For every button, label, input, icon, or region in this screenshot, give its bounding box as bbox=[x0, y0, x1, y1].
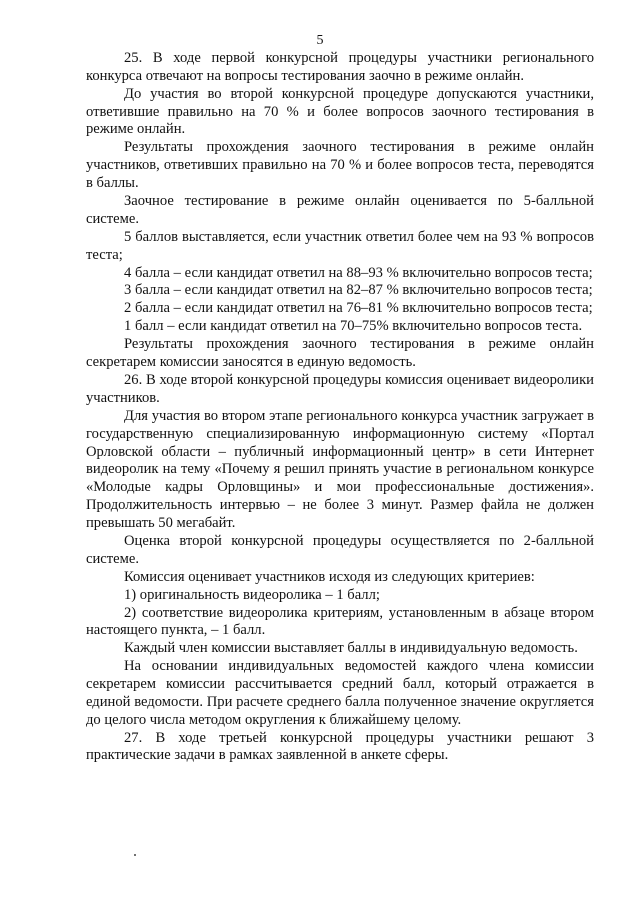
paragraph: 2 балла – если кандидат ответил на 76–81 % включительно вопросов теста; bbox=[124, 300, 593, 317]
paragraph: Результаты прохождения заочного тестирования в режиме онлайн участников, ответивших правильно на 70 % и более вопросов теста, переводятся в баллы. bbox=[86, 139, 594, 191]
paragraph: 3 балла – если кандидат ответил на 82–87 % включительно вопросов теста; bbox=[124, 282, 593, 299]
paragraph: Для участия во втором этапе регионального конкурса участник загружает в государственную специализированную информационную систему «Портал Орловской области – публичный информационный центр» в сети Интернет видеоролик на тему «Почему я решил принять участие в региональном конкурсе «Молодые кадры Орловщины» и мои профессиональные достижения». Продолжительность интервью – не более 3 минут. Размер файла не должен превышать 50 мегабайт. bbox=[86, 408, 594, 531]
paragraph: 1 балл – если кандидат ответил на 70–75% включительно вопросов теста. bbox=[124, 318, 583, 335]
paragraph: 2) соответствие видеоролика критериям, установленным в абзаце втором настоящего пункта, – 1 балл. bbox=[86, 604, 594, 639]
paragraph: 25. В ходе первой конкурсной процедуры участники регионального конкурса отвечают на вопросы тестирования заочно в режиме онлайн. bbox=[86, 50, 594, 84]
paragraph: Комиссия оценивает участников исходя из следующих критериев: bbox=[124, 568, 535, 585]
paragraph: Результаты прохождения заочного тестирования в режиме онлайн секретарем комиссии заносятся в единую ведомость. bbox=[86, 336, 594, 371]
paragraph: 1) оригинальность видеоролика – 1 балл; bbox=[124, 586, 380, 603]
paragraph: На основании индивидуальных ведомостей каждого члена комиссии секретарем комиссии рассчитывается средний балл, который отражается в единой ведомости. При расчете среднего балла полученное значение округляется до целого числа методом округления к ближайшему целому. bbox=[86, 658, 594, 728]
paragraph: До участия во второй конкурсной процедуре допускаются участники, ответившие правильно на 70 % и более вопросов заочного тестирования в режиме онлайн. bbox=[86, 85, 594, 138]
scan-speck bbox=[134, 854, 136, 856]
paragraph: 5 баллов выставляется, если участник ответил более чем на 93 % вопросов теста; bbox=[86, 228, 594, 263]
paragraph: 27. В ходе третьей конкурсной процедуры участники решают 3 практические задачи в рамках заявленной в анкете сферы. bbox=[86, 729, 594, 764]
paragraph: Заочное тестирование в режиме онлайн оценивается по 5-балльной системе. bbox=[86, 192, 594, 227]
paragraph: Оценка второй конкурсной процедуры осуществляется по 2-балльной системе. bbox=[86, 532, 594, 567]
paragraph: Каждый член комиссии выставляет баллы в индивидуальную ведомость. bbox=[124, 640, 578, 657]
paragraph: 4 балла – если кандидат ответил на 88–93 % включительно вопросов теста; bbox=[124, 264, 593, 281]
document-body bbox=[86, 50, 594, 765]
page-number: 5 bbox=[316, 33, 324, 48]
paragraph: 26. В ходе второй конкурсной процедуры комиссия оценивает видеоролики участников. bbox=[86, 372, 594, 407]
